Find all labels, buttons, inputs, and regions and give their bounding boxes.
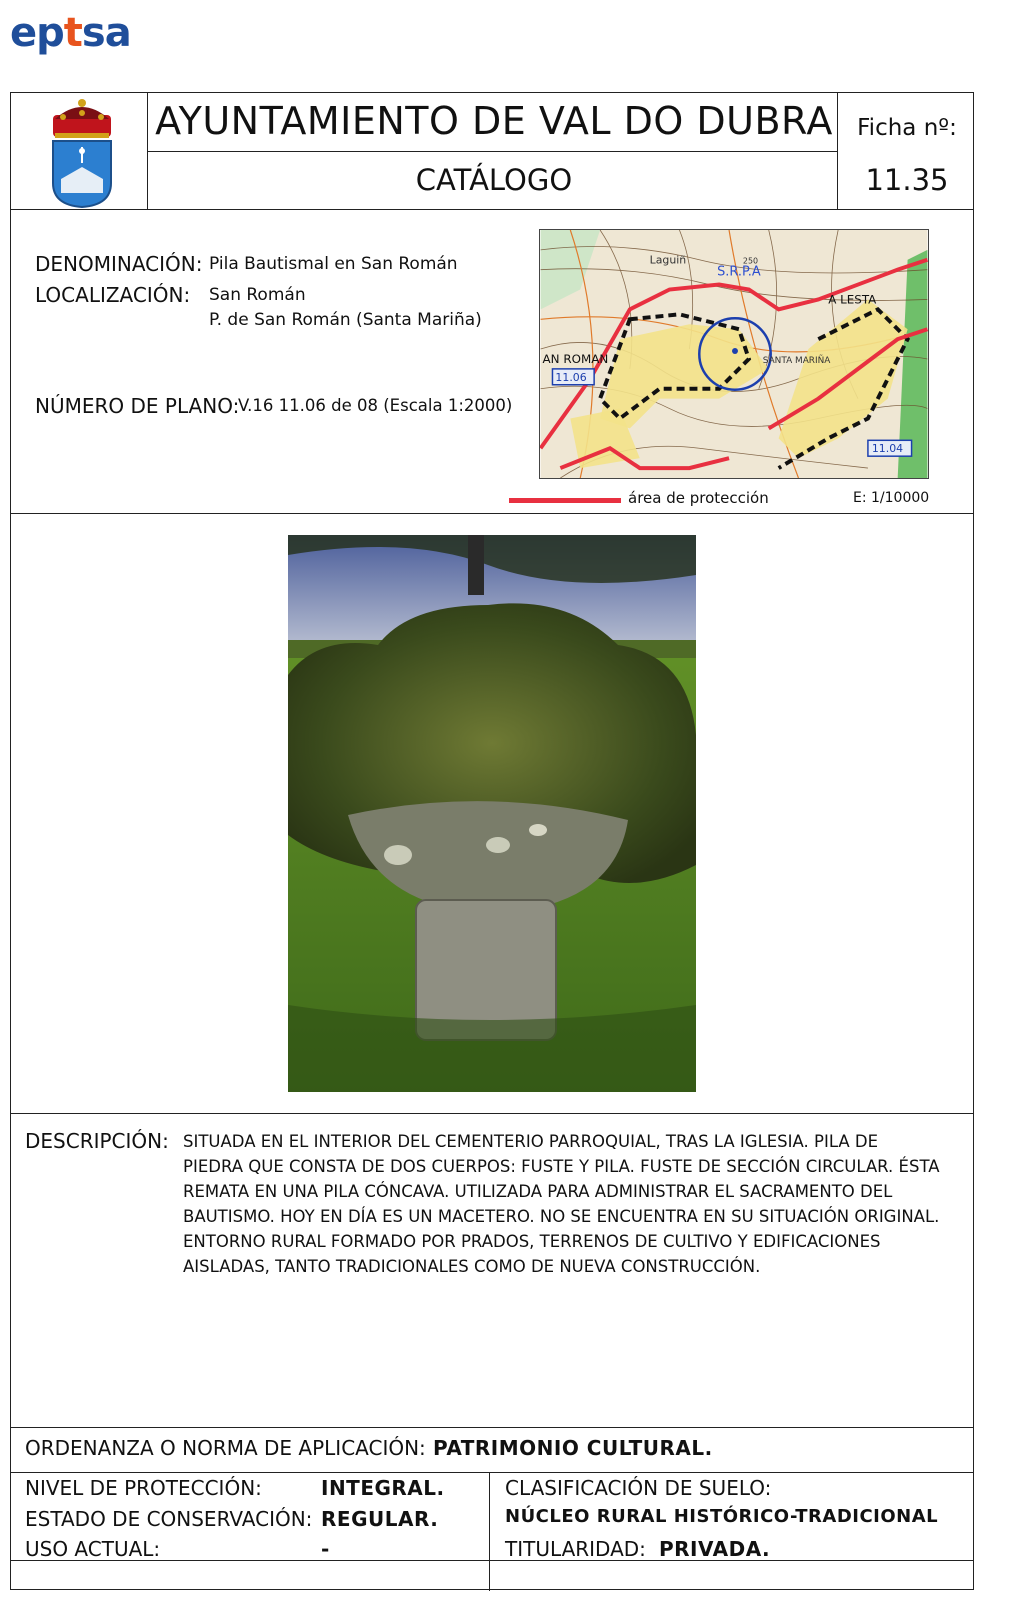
catalog-sheet — [10, 92, 974, 1590]
map-label-srpa: S.R.P.A — [717, 264, 761, 280]
baptismal-font-photo — [288, 535, 696, 1092]
protection-legend-label: área de protección — [628, 489, 769, 507]
description-line: AISLADAS, TANTO TRADICIONALES COMO DE NUEVA CONSTRUCCIÓN. — [183, 1257, 761, 1276]
localizacion-label: LOCALIZACIÓN: — [35, 283, 191, 307]
description-line: ENTORNO RURAL FORMADO POR PRADOS, TERRENOS DE CULTIVO Y EDIFICACIONES — [183, 1232, 881, 1251]
nivel-value: INTEGRAL. — [321, 1476, 445, 1500]
eptisa-logo — [10, 10, 131, 56]
denominacion-value: Pila Bautismal en San Román — [209, 254, 458, 274]
description-label: DESCRIPCIÓN: — [25, 1129, 169, 1153]
ficha-number: 11.35 — [865, 163, 949, 197]
description-line: PIEDRA QUE CONSTA DE DOS CUERPOS: FUSTE Y PILA. FUSTE DE SECCIÓN CIRCULAR. ÉSTA — [183, 1157, 940, 1176]
estado-label: ESTADO DE CONSERVACIÓN: — [25, 1507, 313, 1531]
plano-label: NÚMERO DE PLANO: — [35, 394, 240, 418]
ordenanza-value: PATRIMONIO CULTURAL. — [433, 1436, 713, 1460]
description-line: SITUADA EN EL INTERIOR DEL CEMENTERIO PARROQUIAL, TRAS LA IGLESIA. PILA DE — [183, 1132, 879, 1151]
photo-divider — [11, 1113, 973, 1114]
titularidad-value: PRIVADA. — [659, 1537, 771, 1561]
location-map — [539, 229, 929, 479]
description-text — [183, 1129, 963, 1279]
page-subtitle: CATÁLOGO — [415, 163, 573, 197]
header-divider — [11, 209, 973, 210]
map-label-a-lesta: A LESTA — [828, 292, 877, 307]
title-divider — [147, 151, 837, 152]
map-label-1104: 11.04 — [871, 442, 904, 456]
map-label-1106: 11.06 — [555, 370, 587, 384]
localizacion-line2: P. de San Román (Santa Mariña) — [209, 310, 482, 330]
info-divider — [11, 513, 973, 514]
uso-label: USO ACTUAL: — [25, 1537, 161, 1561]
map-label-san-roman: AN ROMAN — [542, 351, 609, 366]
estado-value: REGULAR. — [321, 1507, 439, 1531]
ordenanza-label: ORDENANZA O NORMA DE APLICACIÓN: — [25, 1436, 426, 1460]
coat-of-arms-icon — [47, 97, 117, 209]
clasificacion-value: NÚCLEO RURAL HISTÓRICO-TRADICIONAL — [505, 1506, 939, 1527]
denominacion-label: DENOMINACIÓN: — [35, 252, 203, 276]
logo-suffix: sa — [81, 10, 131, 56]
description-line: BAUTISMO. HOY EN DÍA ES UN MACETERO. NO SE ENCUENTRA EN SU SITUACIÓN ORIGINAL. — [183, 1207, 940, 1226]
map-scale: E: 1/10000 — [853, 490, 930, 506]
map-label-santa-marina: SANTA MARIÑA — [762, 355, 831, 366]
plano-value: V.16 11.06 de 08 (Escala 1:2000) — [238, 396, 513, 415]
localizacion-line1: San Román — [209, 285, 306, 305]
footer-column-divider — [489, 1472, 490, 1591]
page-title: AYUNTAMIENTO DE VAL DO DUBRA — [155, 99, 833, 143]
description-line: REMATA EN UNA PILA CÓNCAVA. UTILIZADA PARA ADMINISTRAR EL SACRAMENTO DEL — [183, 1182, 893, 1201]
titularidad-label: TITULARIDAD: — [505, 1537, 646, 1561]
logo-prefix: ep — [10, 10, 64, 56]
clasificacion-label: CLASIFICACIÓN DE SUELO: — [505, 1476, 772, 1500]
protection-legend-swatch — [509, 498, 621, 503]
logo-accent: t — [63, 10, 82, 56]
nivel-label: NIVEL DE PROTECCIÓN: — [25, 1476, 262, 1500]
ficha-label: Ficha nº: — [857, 115, 957, 141]
ficha-divider — [837, 93, 838, 209]
uso-value: - — [321, 1537, 330, 1561]
ordenanza-divider — [11, 1472, 973, 1473]
map-label-elevation: 250 — [742, 256, 759, 266]
map-label-laguin: Laguiñ — [649, 253, 687, 267]
description-divider — [11, 1427, 973, 1428]
